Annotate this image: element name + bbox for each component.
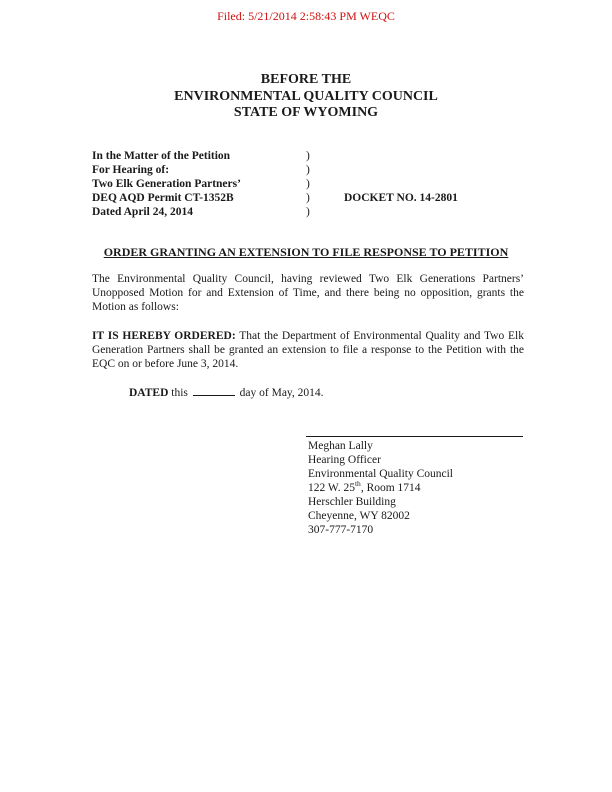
dated-rest: day of May, 2014. (236, 387, 324, 399)
paragraph-order (92, 329, 524, 371)
heading-line-3: STATE OF WYOMING (233, 105, 379, 120)
signer-building: Herschler Building (308, 496, 396, 508)
address-room: , Room 1714 (360, 482, 421, 494)
dated-line (129, 385, 324, 400)
dated-lead: DATED (129, 387, 169, 399)
signer-name: Meghan Lally (308, 440, 373, 452)
signer-org: Environmental Quality Council (308, 468, 454, 480)
order-text: That the Department of Environmental Quality and Two Elk Generation Partners shall be granted an extension to file a response to the Petition with the EQC on or before June 3, 2014. (92, 330, 524, 370)
docket-number: DOCKET NO. 14-2801 (344, 192, 458, 204)
case-caption (92, 149, 241, 219)
signer-title: Hearing Officer (308, 454, 381, 466)
caption-line: For Hearing of: (92, 164, 170, 176)
court-heading (0, 72, 612, 122)
date-blank-line (193, 385, 235, 396)
signature-block (308, 439, 453, 537)
signer-phone: 307-777-7170 (308, 524, 374, 536)
caption-line: Dated April 24, 2014 (92, 206, 193, 218)
caption-line: Two Elk Generation Partners’ (92, 178, 241, 190)
paragraph-review: The Environmental Quality Council, having reviewed Two Elk Generations Partners’ Unopposed Motion for and Extension of Time, and there being no opposition, grants the Motion as follows: (92, 273, 524, 313)
caption-paren: ) (306, 192, 310, 204)
caption-paren: ) (306, 178, 310, 190)
heading-line-1: BEFORE THE (260, 72, 352, 87)
order-lead: IT IS HEREBY ORDERED: (92, 330, 236, 342)
caption-paren: ) (306, 206, 310, 218)
signer-city: Cheyenne, WY 82002 (308, 510, 410, 522)
address-street: 122 W. 25 (308, 482, 355, 494)
heading-line-2: ENVIRONMENTAL QUALITY COUNCIL (174, 88, 438, 104)
order-title: ORDER GRANTING AN EXTENSION TO FILE RESPONSE TO PETITION (103, 245, 509, 259)
signer-address (308, 481, 453, 495)
caption-line: In the Matter of the Petition (92, 150, 231, 162)
dated-this: this (168, 387, 191, 399)
address-suffix: th (354, 479, 361, 489)
filed-stamp: Filed: 5/21/2014 2:58:43 PM WEQC (217, 9, 395, 23)
caption-paren: ) (306, 150, 310, 162)
caption-line: DEQ AQD Permit CT-1352B (92, 192, 234, 204)
caption-parentheses (306, 149, 310, 219)
caption-paren: ) (306, 164, 310, 176)
signature-line (306, 436, 523, 437)
